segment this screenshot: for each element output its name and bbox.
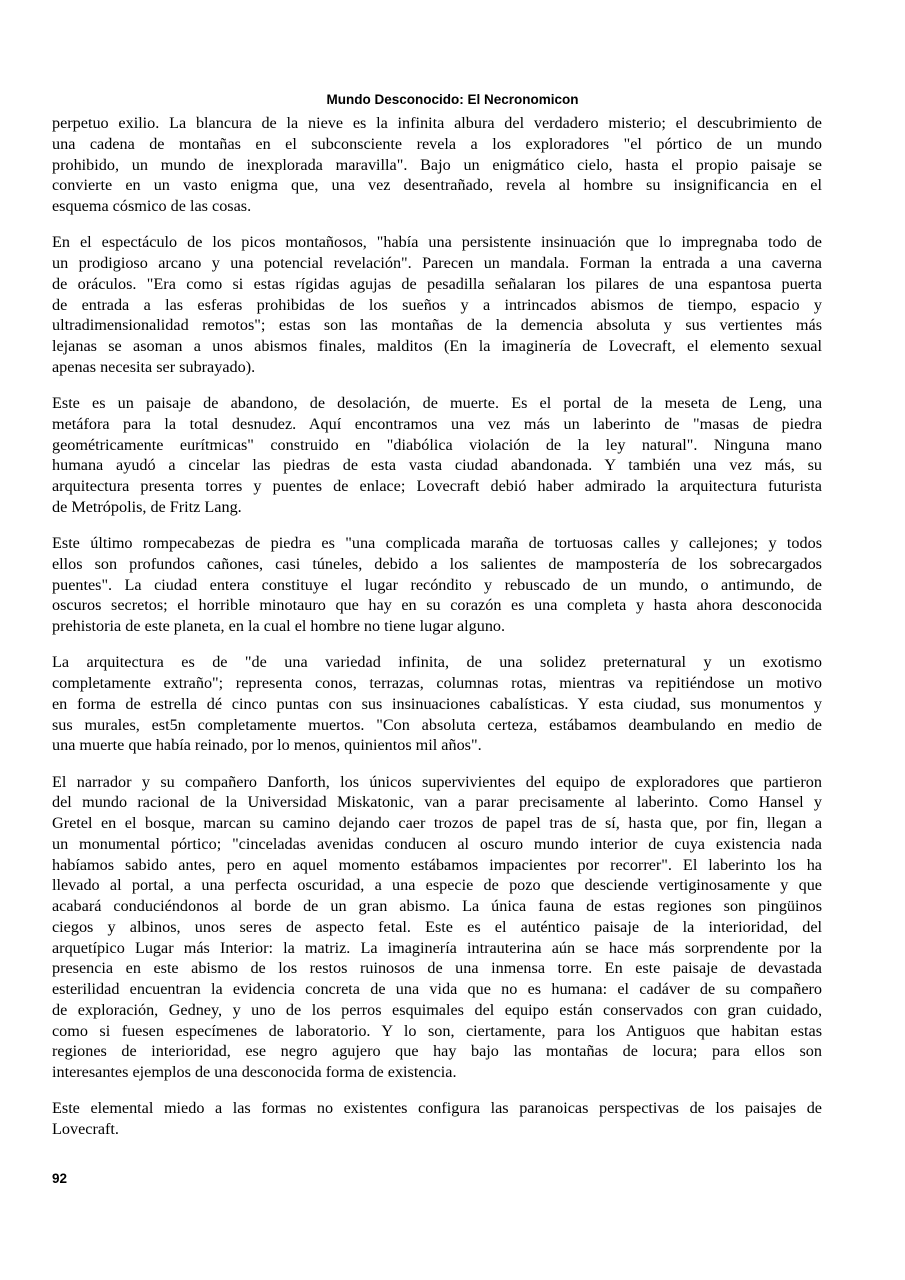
text-line: habíamos sabido antes, pero en aquel momento estábamos impacientes por recorrer". El laberinto los ha: [52, 855, 822, 874]
text-line: puentes". La ciudad entera constituye el lugar recóndito y rebuscado de un mundo, o antimundo, de: [52, 575, 822, 594]
text-line: prohibido, un mundo de inexplorada maravilla". Bajo un enigmático cielo, hasta el propio paisaje se: [52, 155, 822, 174]
text-line: una muerte que había reinado, por lo menos, quinientos mil años".: [52, 736, 482, 755]
text-line: arquitectura presenta torres y puentes de enlace; Lovecraft debió haber admirado la arquitectura futurista: [52, 477, 822, 495]
text-line: Este último rompecabezas de piedra es "una complicada maraña de tortuosas calles y callejones; y todos: [52, 534, 822, 552]
text-line: esterilidad encuentran la evidencia concreta de una vida que no es humana: el cadáver de su compañero: [52, 980, 822, 998]
text-line: humana ayudó a cincelar las piedras de esta vasta ciudad abandonada. Y también una vez más, su: [52, 456, 822, 475]
text-line: Este elemental miedo a las formas no existentes configura las paranoicas perspectivas de los paisajes de: [52, 1099, 822, 1118]
text-line: regiones de interioridad, ese negro agujero que hay bajo las montañas de locura; para ellos son: [52, 1042, 822, 1061]
paragraph: [52, 533, 822, 637]
paragraph: [52, 393, 822, 518]
paragraph: [52, 232, 822, 377]
text-line: un prodigioso arcano y una potencial revelación". Parecen un mandala. Forman la entrada a una caverna: [52, 254, 822, 272]
text-line: como si fuesen especímenes de laboratorio. Y lo son, ciertamente, para los Antiguos que habitan estas: [52, 1021, 822, 1040]
text-line: de Metrópolis, de Fritz Lang.: [52, 497, 242, 516]
text-line: completamente extraño"; representa conos, terrazas, columnas rotas, mientras va repitiéndose un motivo: [52, 674, 822, 692]
text-line: en forma de estrella dé cinco puntas con sus insinuaciones cabalísticas. Y esta ciudad, sus monumentos y: [52, 694, 822, 713]
page-number: 92: [52, 1171, 68, 1186]
text-line: del mundo racional de la Universidad Miskatonic, van a parar precisamente al laberinto. Como Hansel y: [52, 793, 822, 812]
text-line: metáfora para la total desnudez. Aquí encontramos una vez más un laberinto de "masas de piedra: [52, 414, 822, 433]
text-line: Lovecraft.: [52, 1120, 119, 1138]
text-line: La arquitectura es de "de una variedad infinita, de una solidez preternatural y un exotismo: [52, 653, 822, 672]
paragraph: [52, 652, 822, 756]
text-line: oscuros secretos; el horrible minotauro que hay en su corazón es una completa y hasta ahora desconocida: [52, 596, 822, 615]
text-line: de oráculos. "Era como si estas rígidas agujas de pesadilla señalaran los pilares de una espantosa puerta: [52, 274, 822, 293]
text-line: convierte en un vasto enigma que, una vez desentrañado, revela al hombre su insignificancia en el: [52, 176, 822, 195]
text-line: sus murales, est5n completamente muertos. "Con absoluta certeza, estábamos deambulando en medio de: [52, 715, 822, 734]
text-line: prehistoria de este planeta, en la cual el hombre no tiene lugar alguno.: [52, 617, 506, 635]
text-line: un monumental pórtico; "cinceladas avenidas conducen al oscuro mundo interior de cuya existencia nada: [52, 834, 822, 853]
paragraph: [52, 113, 822, 217]
text-line: En el espectáculo de los picos montañosos, "había una persistente insinuación que lo impregnaba todo de: [52, 233, 822, 252]
text-line: Este es un paisaje de abandono, de desolación, de muerte. Es el portal de la meseta de Leng, una: [52, 394, 822, 412]
paragraph: [52, 1098, 822, 1140]
text-line: ultradimensionalidad remotos"; estas son las montañas de la demencia absoluta y sus vertientes más: [52, 316, 822, 335]
text-line: ellos son profundos cañones, casi túneles, debido a los salientes de mampostería de los sobrecargados: [52, 554, 822, 573]
text-line: de entrada a las esferas prohibidas de los sueños y a intrincados abismos de tiempo, espacio y: [52, 295, 822, 314]
text-line: Gretel en el bosque, marcan su camino dejando caer trozos de papel tras de sí, hasta que, por fin, llegan a: [52, 814, 822, 832]
paragraph: [52, 772, 822, 1083]
text-line: llevado al portal, a una perfecta oscuridad, a una especie de pozo que desciende vertiginosamente y que: [52, 876, 822, 895]
text-line: de exploración, Gedney, y uno de los perros esquimales del equipo están conservados con gran cuidado,: [52, 1000, 822, 1019]
text-line: geométricamente eurítmicas" construido en "diabólica violación de la ley natural". Ninguna mano: [52, 435, 822, 454]
text-line: perpetuo exilio. La blancura de la nieve es la infinita albura del verdadero misterio; el descubrimiento de: [52, 114, 822, 132]
text-line: arquetípico Lugar más Interior: la matriz. La imaginería intrauterina aún se hace más sorprendente por la: [52, 938, 822, 957]
text-line: El narrador y su compañero Danforth, los únicos supervivientes del equipo de exploradores que partieron: [52, 772, 822, 791]
body-text: [52, 113, 822, 1155]
text-line: una cadena de montañas en el subconsciente revela a los exploradores "el pórtico de un mundo: [52, 134, 822, 153]
text-line: esquema cósmico de las cosas.: [52, 197, 252, 215]
running-header: Mundo Desconocido: El Necronomicon: [326, 92, 579, 107]
text-line: acabará conduciéndonos al borde de un gran abismo. La única fauna de estas regiones son pingüinos: [52, 897, 822, 915]
text-line: apenas necesita ser subrayado).: [52, 357, 256, 376]
text-line: presencia en este abismo de los restos ruinosos de una inmensa torre. En este paisaje de devastada: [52, 959, 822, 978]
text-line: ciegos y albinos, unos seres de aspecto fetal. Este es el auténtico paisaje de la interioridad, del: [52, 917, 822, 936]
text-line: interesantes ejemplos de una desconocida forma de existencia.: [52, 1063, 457, 1081]
text-line: lejanas se asoman a unos abismos finales, malditos (En la imaginería de Lovecraft, el elemento sexual: [52, 337, 822, 355]
